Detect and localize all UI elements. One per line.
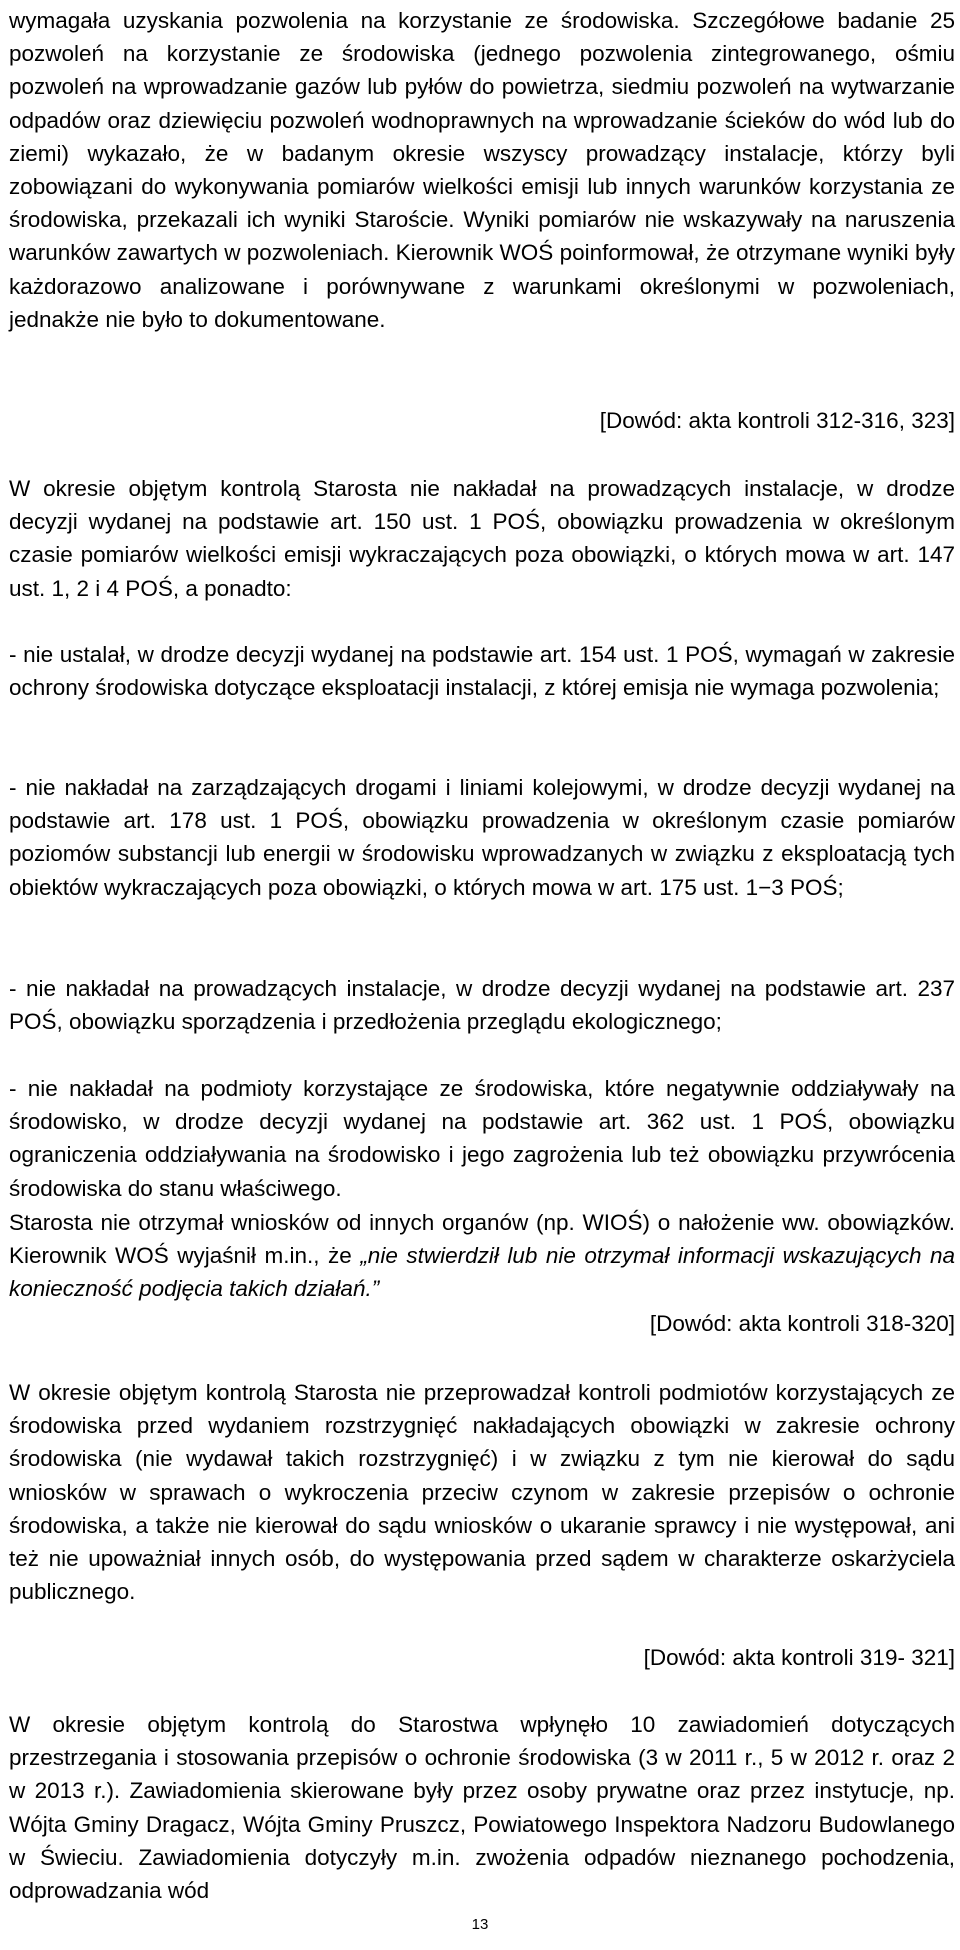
- evidence-reference: [Dowód: akta kontroli 318-320]: [649, 1311, 955, 1336]
- list-item-environment-impact: - nie nakładał na podmioty korzystające ze środowiska, które negatywnie oddziaływały na środowisko, w drodze decyzji wydanej na podstawie art. 362 ust. 1 POŚ, obowiązku ograniczenia oddziaływania na środowisko i jego zagrożenia lub też obowiązku przywrócenia środowiska do stanu właściwego.: [9, 1076, 955, 1201]
- quoted-explanation: „nie stwierdził lub nie otrzymał informacji wskazujących na konieczność podjęcia takich działań.”: [9, 1243, 955, 1302]
- list-item-emission-requirements: - nie ustalał, w drodze decyzji wydanej na podstawie art. 154 ust. 1 POŚ, wymagań w zakresie ochrony środowiska dotyczące eksploatacji instalacji, z której emisja nie wymaga pozwolenia;: [9, 642, 955, 701]
- list-item-roads-railways: - nie nakładał na zarządzających drogami i liniami kolejowymi, w drodze decyzji wydanej na podstawie art. 178 ust. 1 POŚ, obowiązku prowadzenia w określonym czasie pomiarów poziomów substancji lub energii w środowisku wprowadzanych w związku z eksploatacją tych obiektów wykraczających poza obowiązki, o których mowa w art. 175 ust. 1−3 POŚ;: [9, 775, 955, 900]
- paragraph-notifications: W okresie objętym kontrolą do Starostwa wpłynęło 10 zawiadomień dotyczących przestrzegania i stosowania przepisów o ochronie środowiska (3 w 2011 r., 5 w 2012 r. oraz 2 w 2013 r.). Zawiadomienia skierowane były przez osoby prywatne oraz przez instytucje, np. Wójta Gminy Dragacz, Wójta Gminy Pruszcz, Powiatowego Inspektora Nadzoru Budowlanego w Świeciu. Zawiadomienia dotyczyły m.in. zwożenia odpadów nieznanego pochodzenia, odprowadzania wód: [9, 1712, 955, 1904]
- page-number: 13: [471, 1916, 489, 1933]
- evidence-reference: [Dowód: akta kontroli 312-316, 323]: [599, 408, 955, 433]
- list-item-ecological-review: - nie nakładał na prowadzących instalacje, w drodze decyzji wydanej na podstawie art. 237 POŚ, obowiązku sporządzenia i przedłożenia przeglądu ekologicznego;: [9, 976, 955, 1035]
- evidence-reference: [Dowód: akta kontroli 319- 321]: [643, 1645, 955, 1670]
- paragraph-starosta-obligations: W okresie objętym kontrolą Starosta nie nakładał na prowadzących instalacje, w drodze decyzji wydanej na podstawie art. 150 ust. 1 POŚ, obowiązku prowadzenia w określonym czasie pomiarów wielkości emisji wykraczających poza obowiązki, o których mowa w art. 147 ust. 1, 2 i 4 POŚ, a ponadto:: [9, 476, 955, 601]
- paragraph-inspections: W okresie objętym kontrolą Starosta nie przeprowadzał kontroli podmiotów korzystających ze środowiska przed wydaniem rozstrzygnięć nakładających obowiązki w zakresie ochrony środowiska (nie wydawał takich rozstrzygnięć) i w związku z tym nie kierował do sądu wniosków w sprawach o wykroczenia przeciw czynom w zakresie przepisów o ochronie środowiska, a także nie kierował do sądu wniosków o ukaranie sprawcy i nie występował, ani też nie upoważniał innych osób, do występowania przed sądem w charakterze oskarżyciela publicznego.: [9, 1380, 955, 1605]
- paragraph-permits-review: wymagała uzyskania pozwolenia na korzystanie ze środowiska. Szczegółowe badanie 25 pozwoleń na korzystanie ze środowiska (jednego pozwolenia zintegrowanego, ośmiu pozwoleń na wprowadzanie gazów lub pyłów do powietrza, siedmiu pozwoleń na wytwarzanie odpadów oraz dziewięciu pozwoleń wodnoprawnych na wprowadzanie ścieków do wód lub do ziemi) wykazało, że w badanym okresie wszyscy prowadzący instalacje, którzy byli zobowiązani do wykonywania pomiarów wielkości emisji lub innych warunków korzystania ze środowiska, przekazali ich wyniki Staroście. Wyniki pomiarów nie wskazywały na naruszenia warunków zawartych w pozwoleniach. Kierownik WOŚ poinformował, że otrzymane wyniki były każdorazowo analizowane i porównywane z warunkami określonymi w pozwoleniach, jednakże nie było to dokumentowane.: [9, 8, 955, 332]
- paragraph-wios-requests-text: Starosta nie otrzymał wniosków od innych organów (np. WIOŚ) o nałożenie ww. obowiązków. Kierownik WOŚ wyjaśnił m.in., że: [9, 1210, 955, 1269]
- paragraph-wios-requests: [9, 1206, 955, 1306]
